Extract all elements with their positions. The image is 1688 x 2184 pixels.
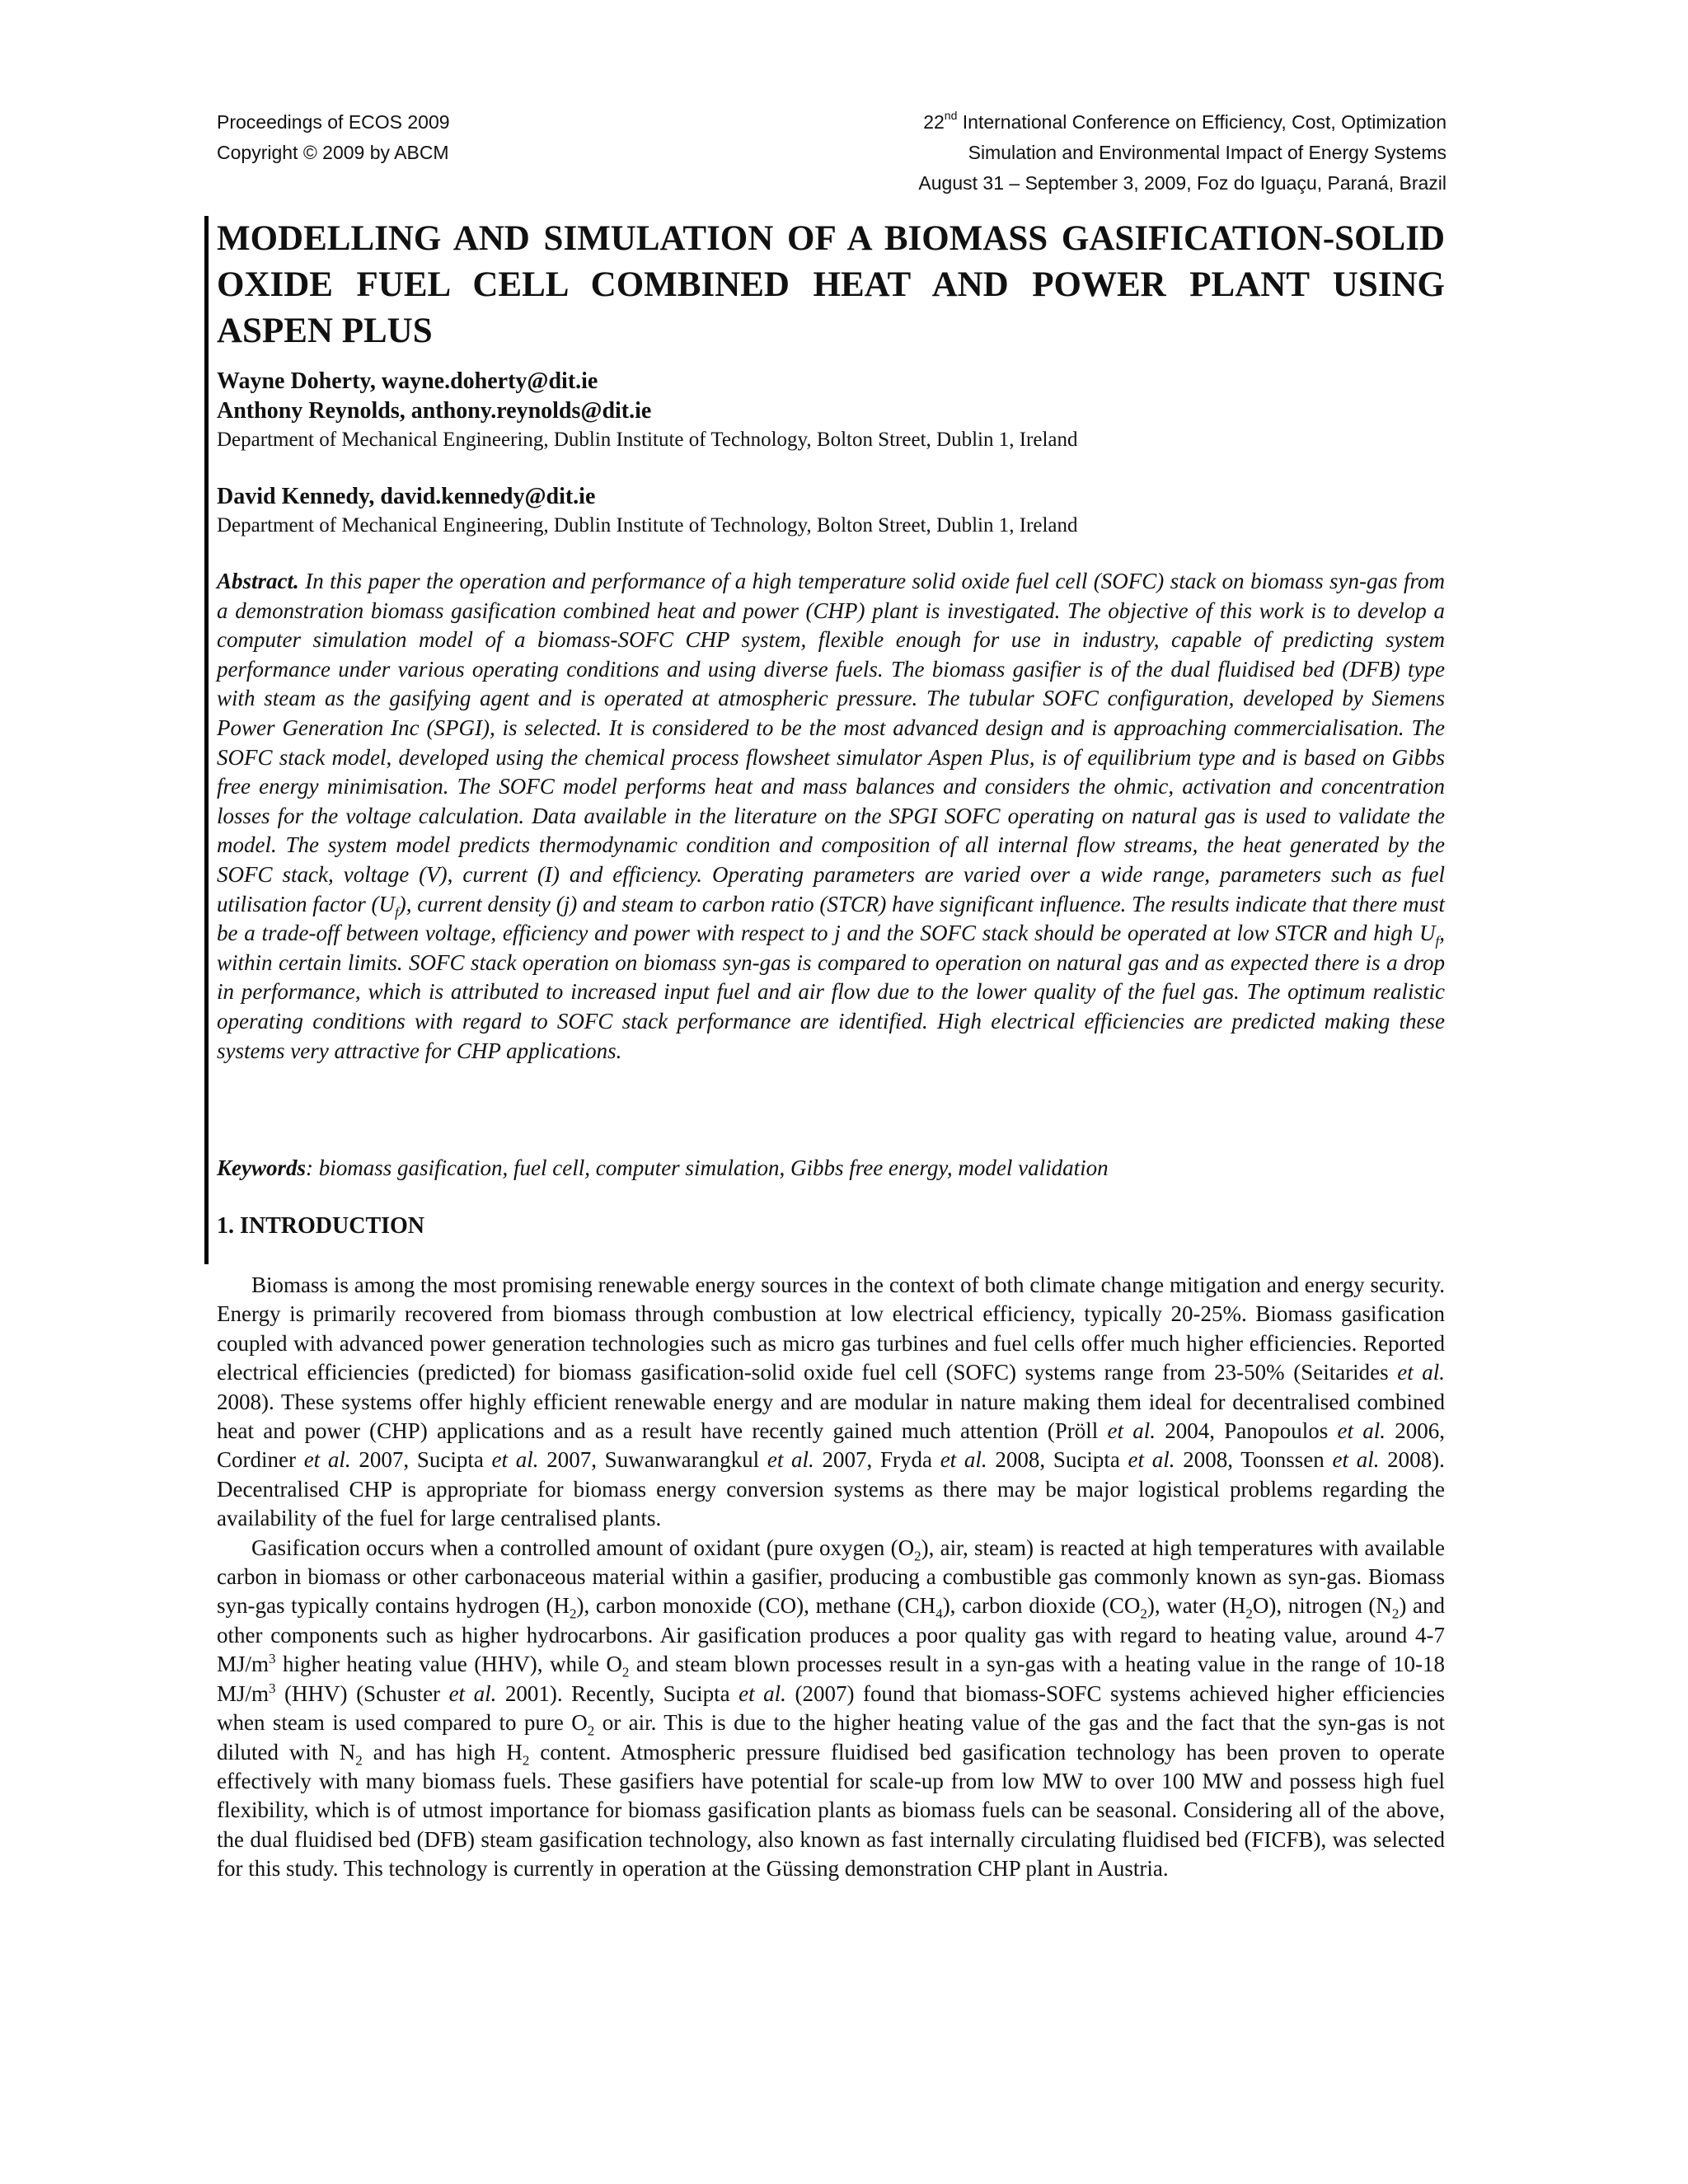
introduction-body xyxy=(217,1271,1445,1884)
abstract: Abstract. In this paper the operation and performance of a high temperature solid oxide fuel cell (SOFC) stack on biomass syn-gas from a demonstration biomass gasification combined heat and power (CHP) plant is investigated. The objective of this work is to develop a computer simulation model of a biomass-SOFC CHP system, flexible enough for use in industry, capable of predicting system performance under various operating conditions and using diverse fuels. The biomass gasifier is of the dual fluidised bed (DFB) type with steam as the gasifying agent and is operated at atmospheric pressure. The tubular SOFC configuration, developed by Siemens Power Generation Inc (SPGI), is selected. It is considered to be the most advanced design and is approaching commercialisation. The SOFC stack model, developed using the chemical process flowsheet simulator Aspen Plus, is of equilibrium type and is based on Gibbs free energy minimisation. The SOFC model performs heat and mass balances and considers the ohmic, activation and concentration losses for the voltage calculation. Data available in the literature on the SPGI SOFC operating on natural gas is used to validate the model. The system model predicts thermodynamic condition and composition of all internal flow streams, the heat generated by the SOFC stack, voltage (V), current (I) and efficiency. Operating parameters are varied over a wide range, parameters such as fuel utilisation factor $(U_f)$, current density (j) and steam to carbon ratio (STCR) have significant influence. The results indicate that there must be a trade-off between voltage, efficiency and power with respect to j and the SOFC stack should be operated at low STCR and high $U_f$, within certain limits. SOFC stack operation on biomass syn-gas is compared to operation on natural gas and as expected there is a drop in performance, which is attributed to increased input fuel and air flow due to the lower quality of the fuel gas. The optimum realistic operating conditions with regard to SOFC stack performance are identified. High electrical efficiencies are predicted making these systems very attractive for CHP applications. xyxy=(217,569,1445,1063)
affiliation-1: Department of Mechanical Engineering, Dublin Institute of Technology, Bolton Street, Dublin 1, Ireland xyxy=(217,429,1078,451)
author-2: Anthony Reynolds, anthony.reynolds@dit.ie xyxy=(217,398,652,424)
paper-title xyxy=(217,216,1445,354)
intro-paragraph-1: Biomass is among the most promising renewable energy sources in the context of both climate change mitigation and energy security. Energy is primarily recovered from biomass through combustion at low electrical efficiency, typically 20-25%. Biomass gasification coupled with advanced power generation technologies such as micro gas turbines and fuel cells offer much higher efficiencies. Reported electrical efficiencies (predicted) for biomass gasification-solid oxide fuel cell (SOFC) systems range from 23-50% (Seitarides et al. 2008). These systems offer highly efficient renewable energy and are modular in nature making them ideal for decentralised combined heat and power (CHP) applications and as a result have recently gained much attention (Pröll et al. 2004, Panopoulos et al. 2006, Cordiner et al. 2007, Sucipta et al. 2007, Suwanwarangkul et al. 2007, Fryda et al. 2008, Sucipta et al. 2008, Toonssen et al. 2008). Decentralised CHP is appropriate for biomass energy conversion systems as there may be major logistical problems regarding the availability of the fuel for large centralised plants. xyxy=(217,1272,1445,1531)
keywords-label: Keywords xyxy=(217,1155,306,1180)
title-line-2: OXIDE FUEL CELL COMBINED HEAT AND POWER PLANT USING xyxy=(217,265,1445,304)
conference-line-2: Simulation and Environmental Impact of Energy Systems xyxy=(968,142,1447,163)
proceedings-line: Proceedings of ECOS 2009 xyxy=(217,111,450,133)
author-3: David Kennedy, david.kennedy@dit.ie xyxy=(217,484,596,509)
title-line-3: ASPEN PLUS xyxy=(217,312,433,350)
header-right xyxy=(918,107,1447,199)
conference-dates: August 31 – September 3, 2009, Foz do Iguaçu, Paraná, Brazil xyxy=(918,172,1447,194)
author-1: Wayne Doherty, wayne.doherty@dit.ie xyxy=(217,368,598,394)
title-line-1: MODELLING AND SIMULATION OF A BIOMASS GASIFICATION-SOLID xyxy=(217,219,1445,258)
keywords: Keywords: biomass gasification, fuel cell, computer simulation, Gibbs free energy, model validation xyxy=(217,1155,1109,1180)
left-margin-bar xyxy=(204,216,209,1264)
copyright-line: Copyright © 2009 by ABCM xyxy=(217,142,449,163)
header-left xyxy=(217,107,450,168)
affiliation-2: Department of Mechanical Engineering, Dublin Institute of Technology, Bolton Street, Dublin 1, Ireland xyxy=(217,514,1078,537)
abstract-label: Abstract. xyxy=(217,569,299,593)
intro-paragraph-2: Gasification occurs when a controlled amount of oxidant (pure oxygen $(O_2)$, air, steam) is reacted at high temperatures with available carbon in biomass or other carbonaceous material within a gasifier, producing a combustible gas commonly known as syn-gas. Biomass syn-gas typically contains hydrogen $(H_2)$, carbon monoxide (CO), methane $(CH_4)$, carbon dioxide $(CO_2)$, water $(H_2O)$, nitrogen $(N_2)$ and other components such as higher hydrocarbons. Air gasification produces a poor quality gas with regard to heating value, around 4-7 $MJ/m^3$ higher heating value (HHV), while $O_2$ and steam blown processes result in a syn-gas with a heating value in the range of 10-18 $MJ/m^3$ (HHV) (Schuster et al. 2001). Recently, Sucipta et al. (2007) found that biomass-SOFC systems achieved higher efficiencies when steam is used compared to pure $O_2$ or air. This is due to the higher heating value of the gas and the fact that the syn-gas is not diluted with $N_2$ and has high $H_2$ content. Atmospheric pressure fluidised bed gasification technology has been proven to operate effectively with many biomass fuels. These gasifiers have potential for scale-up from low MW to over 100 MW and possess high fuel flexibility, which is of utmost importance for biomass gasification plants as biomass fuels can be seasonal. Considering all of the above, the dual fluidised bed (DFB) steam gasification technology, also known as fast internally circulating fluidised bed (FICFB), was selected for this study. This technology is currently in operation at the Güssing demonstration CHP plant in Austria. xyxy=(217,1535,1445,1882)
conference-line-1: 22nd International Conference on Efficiency, Cost, Optimization xyxy=(923,109,1447,133)
section-heading-introduction: 1. INTRODUCTION xyxy=(217,1213,425,1239)
authors-block xyxy=(217,367,1445,540)
